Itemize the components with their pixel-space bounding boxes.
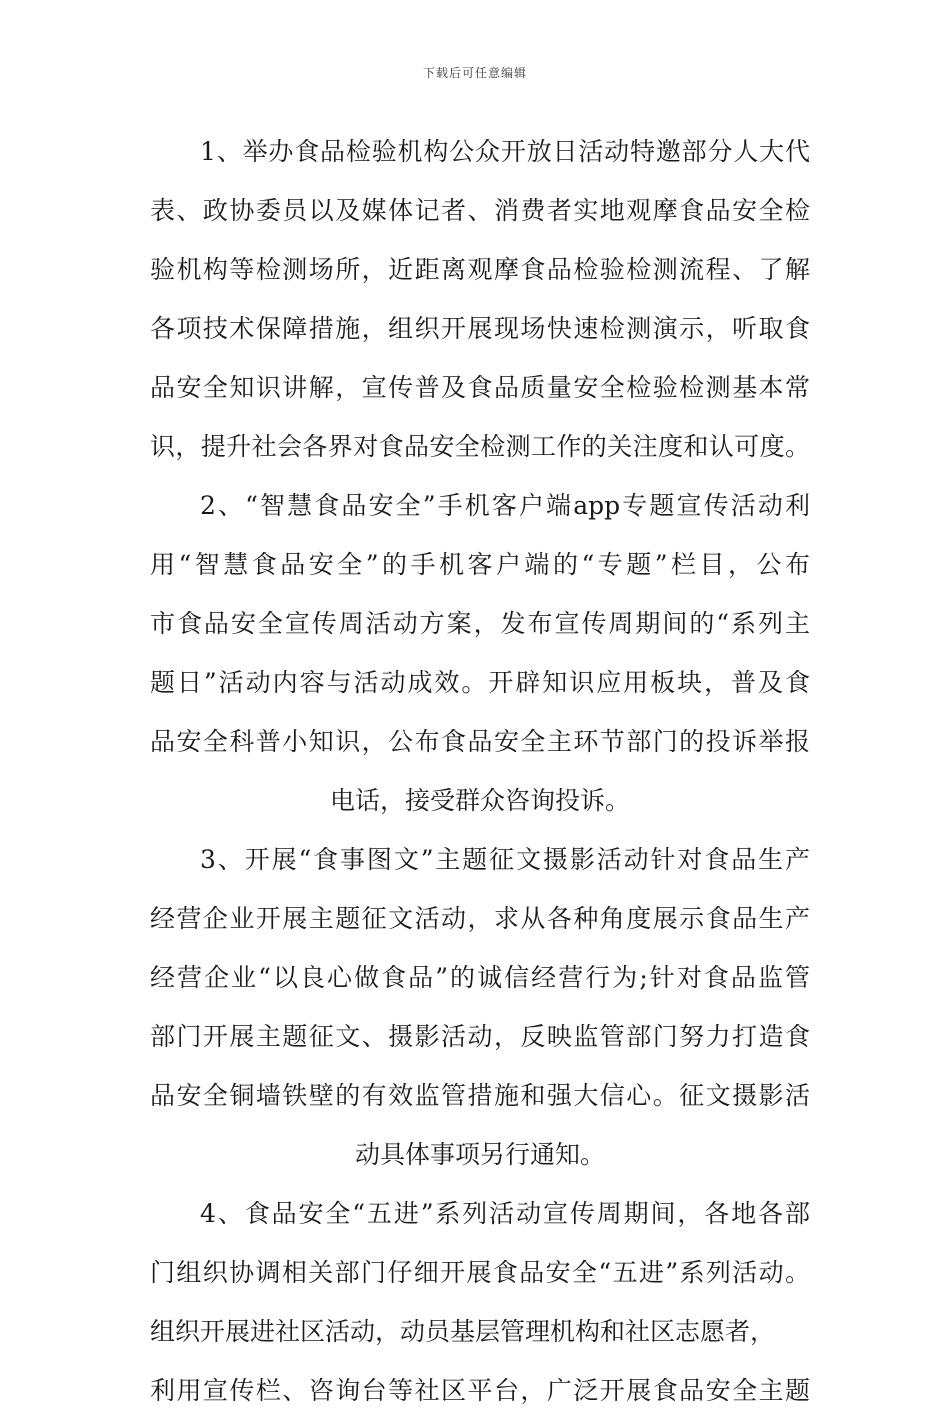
paragraph-2 <box>150 476 810 830</box>
text-line: 电话，接受群众咨询投诉。 <box>329 786 630 815</box>
text-line: 品安全知识讲解，宣传普及食品质量安全检验检测基本常 <box>150 373 810 402</box>
text-line: 品安全铜墙铁壁的有效监管措施和强大信心。征文摄影活 <box>150 1081 810 1110</box>
text-line: 用“智慧食品安全”的手机客户端的“专题”栏目，公布 <box>150 550 810 579</box>
text-line: 3、开展“食事图文”主题征文摄影活动针对食品生产 <box>200 845 810 874</box>
text-line: 4、食品安全“五进”系列活动宣传周期间，各地各部 <box>200 1199 810 1228</box>
text-line: 各项技术保障措施，组织开展现场快速检测演示，听取食 <box>150 314 810 343</box>
text-line: 表、政协委员以及媒体记者、消费者实地观摩食品安全检 <box>150 196 810 225</box>
text-line: 题日”活动内容与活动成效。开辟知识应用板块，普及食 <box>150 668 810 697</box>
paragraph-1 <box>150 122 810 476</box>
text-line: 验机构等检测场所，近距离观摩食品检验检测流程、了解 <box>150 255 810 284</box>
text-line: 经营企业开展主题征文活动，求从各种角度展示食品生产 <box>150 904 810 933</box>
text-line: 部门开展主题征文、摄影活动，反映监管部门努力打造食 <box>150 1022 810 1051</box>
text-line: 识，提升社会各界对食品安全检测工作的关注度和认可度。 <box>150 432 810 461</box>
text-line: 门组织协调相关部门仔细开展食品安全“五进”系列活动。 <box>150 1258 810 1287</box>
paragraph-4 <box>150 1184 810 1420</box>
text-line: 经营企业“以良心做食品”的诚信经营行为;针对食品监管 <box>150 963 810 992</box>
paragraph-3 <box>150 830 810 1184</box>
page-header-note: 下载后可任意编辑 <box>422 66 527 80</box>
text-line: 市食品安全宣传周活动方案，发布宣传周期间的“系列主 <box>150 609 810 638</box>
text-line: 1、举办食品检验机构公众开放日活动特邀部分人大代 <box>200 137 810 166</box>
text-line: 组织开展进社区活动，动员基层管理机构和社区志愿者， <box>150 1317 776 1346</box>
document-body <box>150 122 810 1420</box>
text-line: 2、“智慧食品安全”手机客户端app专题宣传活动利 <box>200 491 810 520</box>
text-line: 动具体事项另行通知。 <box>354 1140 605 1169</box>
text-line: 品安全科普小知识，公布食品安全主环节部门的投诉举报 <box>150 727 810 756</box>
text-line: 利用宣传栏、咨询台等社区平台，广泛开展食品安全主题 <box>150 1376 810 1405</box>
